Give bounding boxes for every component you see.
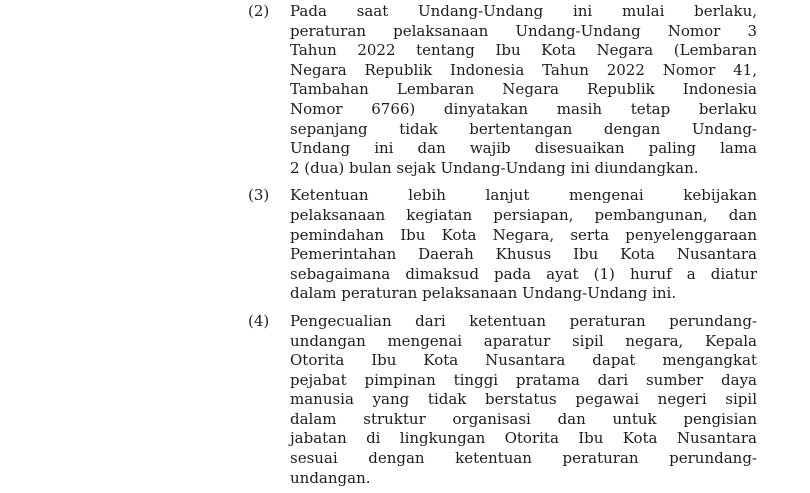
text-line: pemindahan Ibu Kota Negara, serta penyelenggaraan [290,225,757,244]
clause-text [290,186,757,304]
clause-item [248,312,757,488]
clause-text [290,312,757,488]
text-line: pelaksanaan kegiatan persiapan, pembangunan, dan [290,205,757,224]
text-line: Ketentuan lebih lanjut mengenai kebijakan [290,186,757,205]
clause-list [248,2,757,488]
text-line: Pada saat Undang-Undang ini mulai berlaku, [290,2,757,20]
text-line: peraturan pelaksanaan Undang-Undang Nomor 3 [290,21,757,40]
text-line: Pengecualian dari ketentuan peraturan perundang- [290,311,757,330]
text-line: Negara Republik Indonesia Tahun 2022 Nomor 41, [290,60,757,79]
text-line: Undang ini dan wajib disesuaikan paling lama [290,139,757,158]
text-line: Otorita Ibu Kota Nusantara dapat mengangkat [290,351,757,370]
text-line: jabatan di lingkungan Otorita Ibu Kota Nusantara [290,429,757,448]
text-line: undangan mengenai aparatur sipil negara, Kepala [290,331,757,350]
text-line: undangan. [290,468,371,487]
text-line: sepanjang tidak bertentangan dengan Undang- [290,119,757,138]
clause-text [290,2,757,178]
text-line: pejabat pimpinan tinggi pratama dari sumber daya [290,370,757,389]
clause-number: (2) [248,2,270,20]
clause-item [248,2,757,178]
text-line: sesuai dengan ketentuan peraturan perundang- [290,449,757,468]
text-line: dalam peraturan pelaksanaan Undang-Undang ini. [290,284,677,303]
text-line: Tahun 2022 tentang Ibu Kota Negara (Lembaran [290,41,757,60]
clause-number: (3) [248,186,270,205]
text-line: 2 (dua) bulan sejak Undang-Undang ini diundangkan. [290,158,699,177]
text-line: Pemerintahan Daerah Khusus Ibu Kota Nusantara [290,245,757,264]
text-line: dalam struktur organisasi dan untuk pengisian [290,409,757,428]
text-line: Nomor 6766) dinyatakan masih tetap berlaku [290,99,757,118]
text-line: manusia yang tidak berstatus pegawai negeri sipil [290,390,757,409]
text-line: Tambahan Lembaran Negara Republik Indonesia [290,80,757,99]
clause-number: (4) [248,311,270,330]
clause-item [248,186,757,304]
text-line: sebagaimana dimaksud pada ayat (1) huruf a diatur [290,264,757,283]
